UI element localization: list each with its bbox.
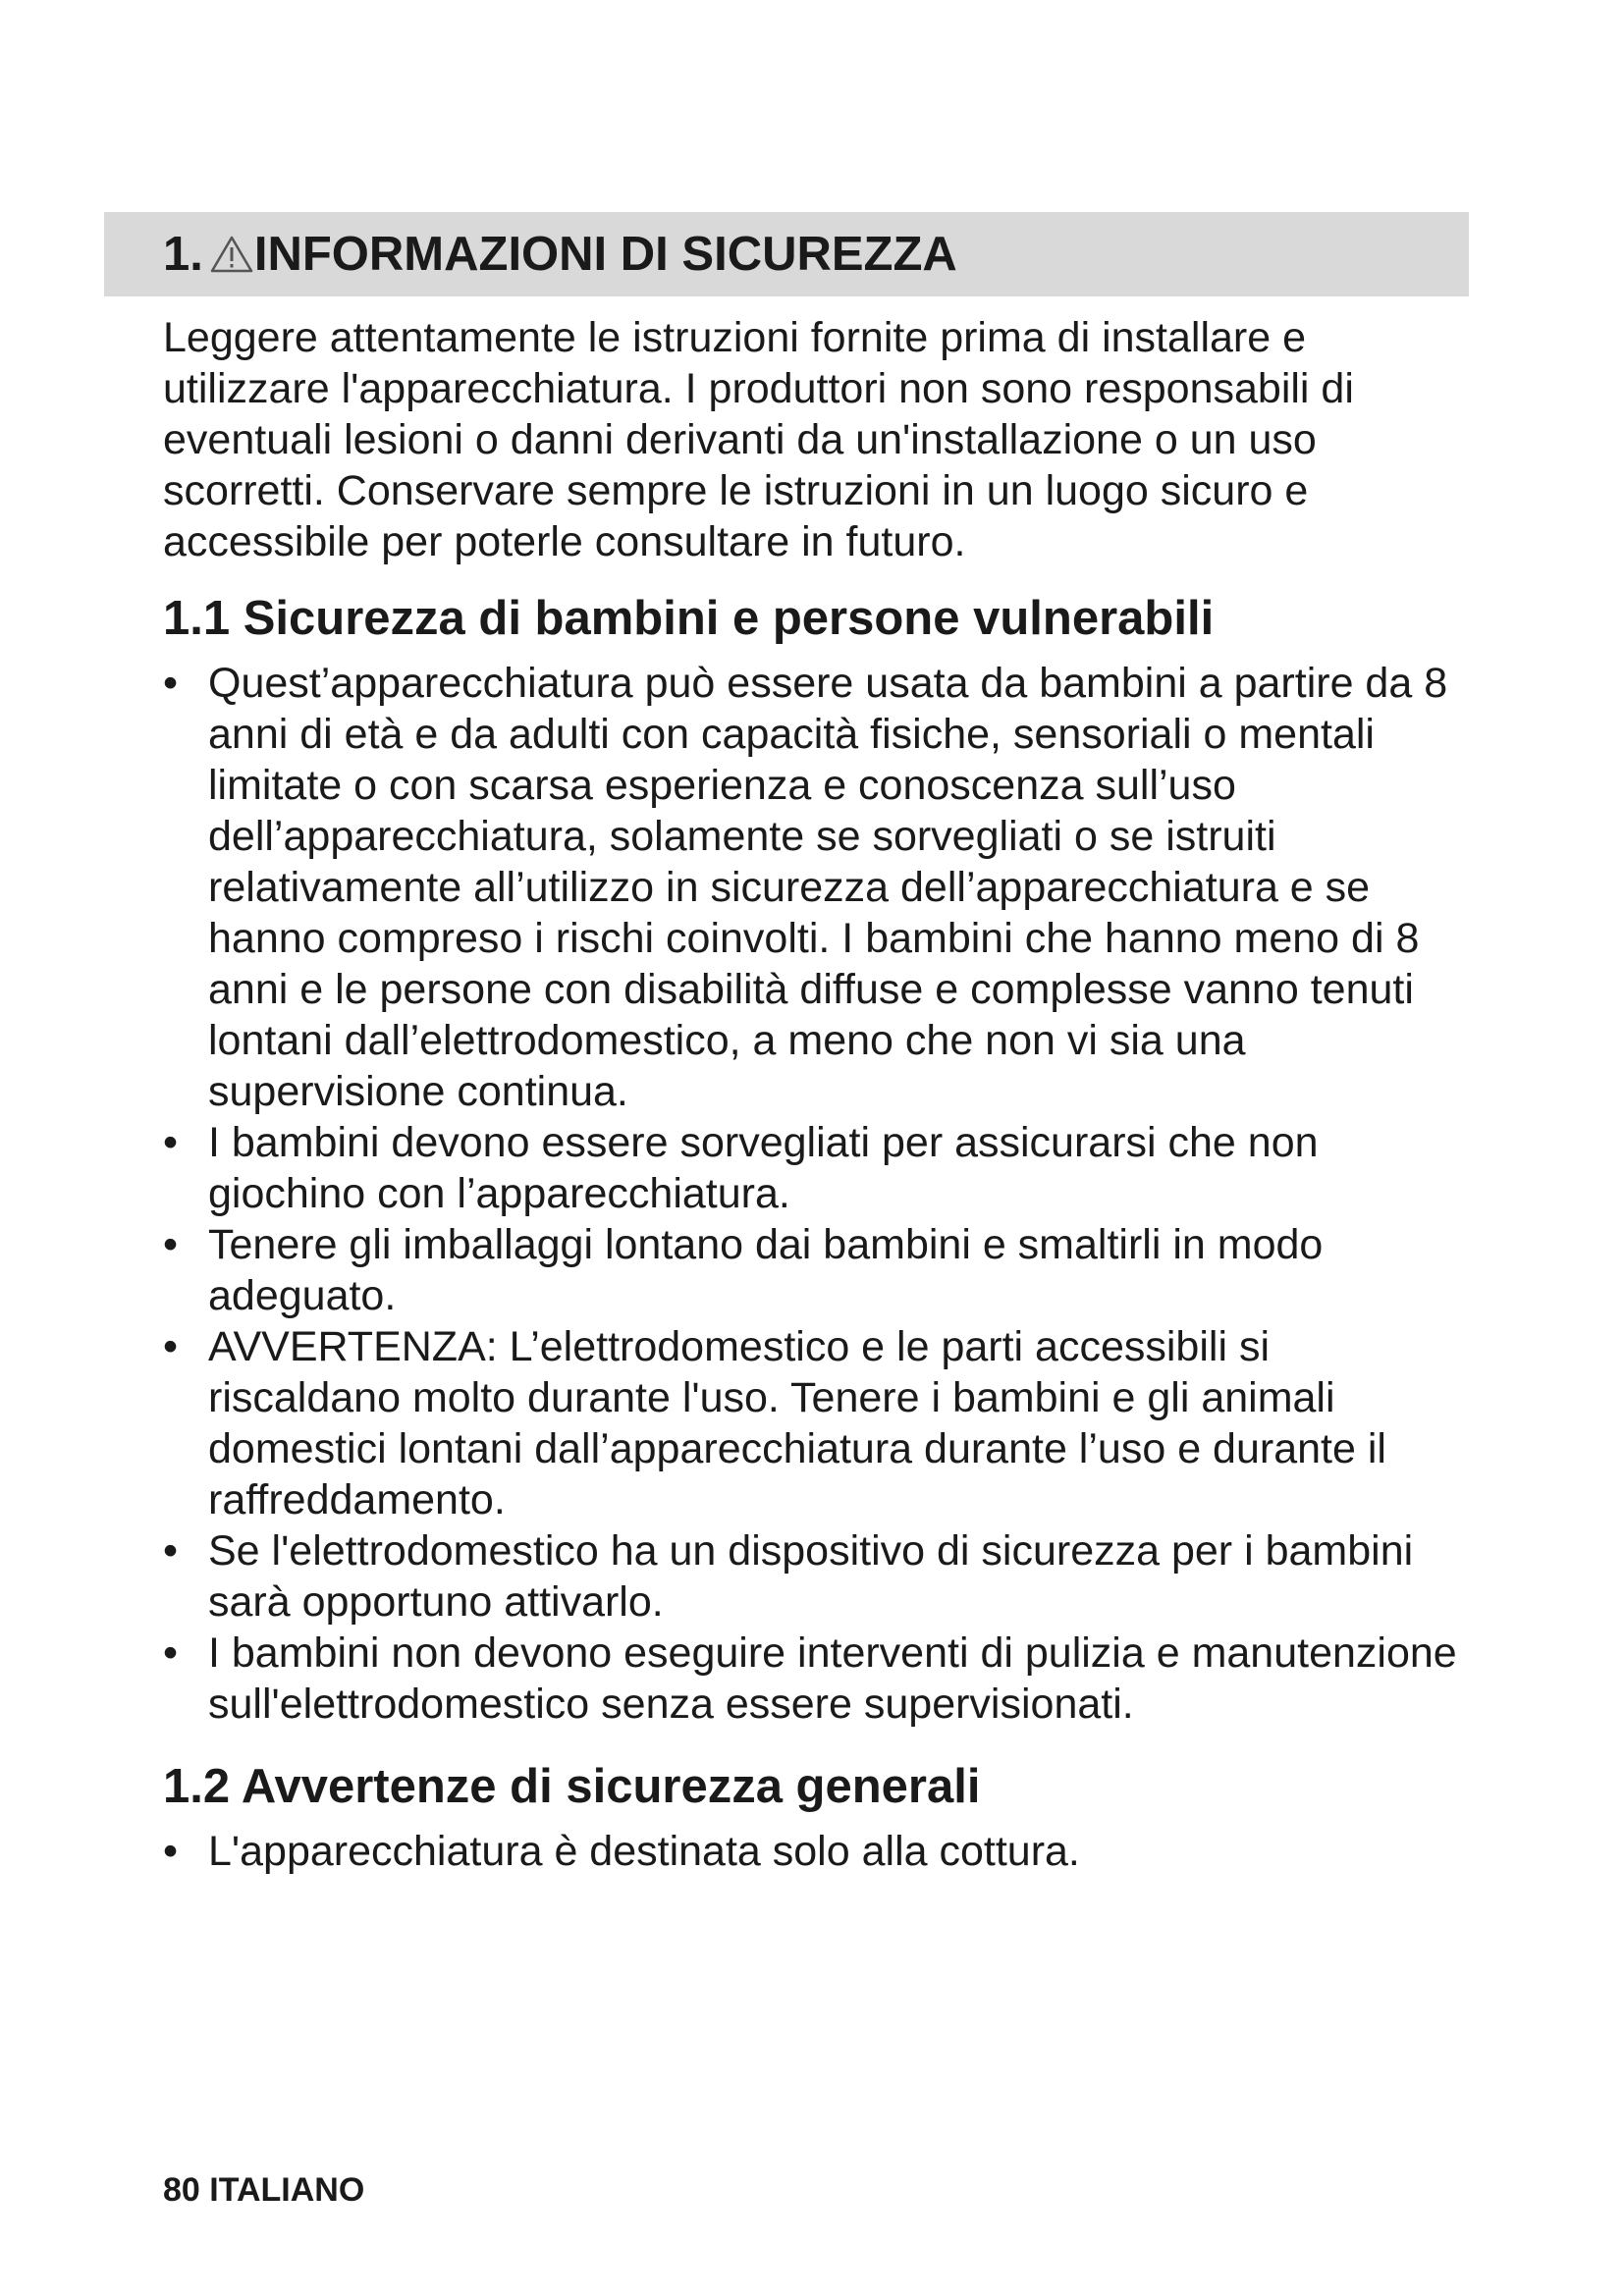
list-item-text: AVVERTENZA: L’elettrodomestico e le parti accessibili si riscaldano molto durante l'uso. Tenere i bambini e gli animali domestici lontani dall’apparecchiatura durante l’uso e durante il raffreddamento.: [208, 1323, 1386, 1523]
bullet-mark: •: [163, 1119, 179, 1166]
bullet-mark: •: [163, 1323, 179, 1370]
list-item: [163, 1525, 1469, 1628]
list-item: [163, 1117, 1469, 1219]
children-safety-list: [163, 658, 1469, 1730]
list-item-text: I bambini non devono eseguire interventi di pulizia e manutenzione sull'elettrodomestico senza essere supervisionati.: [208, 1629, 1457, 1728]
bullet-mark: •: [163, 1629, 179, 1677]
list-item-text: L'apparecchiatura è destinata solo alla cottura.: [208, 1828, 1080, 1875]
section-title: [163, 227, 957, 282]
list-item-text: Tenere gli imballaggi lontano dai bambini e smaltirli in modo adeguato.: [208, 1221, 1324, 1319]
warning-triangle-icon: [209, 235, 254, 274]
list-item: [163, 658, 1469, 1117]
footer-language: ITALIANO: [209, 2171, 365, 2209]
intro-paragraph: Leggere attentamente le istruzioni fornite prima di installare e utilizzare l'apparecchiatura. I produttori non sono responsabili di eventuali lesioni o danni derivanti da un'installazione o un uso scorretti. Conservare sempre le istruzioni in un luogo sicuro e accessibile per poterle consultare in futuro.: [163, 314, 1354, 565]
bullet-mark: •: [163, 1221, 179, 1268]
bullet-mark: •: [163, 1828, 179, 1875]
subsection-heading-general-safety: 1.2 Avvertenze di sicurezza generali: [163, 1760, 981, 1813]
bullet-mark: •: [163, 1527, 179, 1575]
general-safety-list: [163, 1826, 1469, 1877]
page-number: 80: [163, 2171, 200, 2209]
page-footer: [163, 2171, 364, 2210]
list-item: [163, 1219, 1469, 1321]
document-body: [163, 312, 1469, 1877]
list-item-text: I bambini devono essere sorvegliati per assicurarsi che non giochino con l’apparecchiatura.: [208, 1119, 1319, 1217]
list-item: [163, 1628, 1469, 1730]
list-item: [163, 1321, 1469, 1525]
list-item-text: Se l'elettrodomestico ha un dispositivo di sicurezza per i bambini sarà opportuno attivarlo.: [208, 1527, 1414, 1626]
section-number: 1.: [163, 228, 203, 281]
list-item-text: Quest’apparecchiatura può essere usata da bambini a partire da 8 anni di età e da adulti con capacità fisiche, sensoriali o mentali limitate o con scarsa esperienza e conoscenza sull’uso dell’apparecchiatura, solamente se sorvegliati o se istruiti relativamente all’utilizzo in sicurezza dell’apparecchiatura e se hanno compreso i rischi coinvolti. I bambini che hanno meno di 8 anni e le persone con disabilità diffuse e complesse vanno tenuti lontani dall’elettrodomestico, a meno che non vi sia una supervisione continua.: [208, 660, 1448, 1115]
subsection-heading-children-safety: 1.1 Sicurezza di bambini e persone vulnerabili: [163, 592, 1215, 645]
bullet-mark: •: [163, 660, 179, 707]
section-title-text: INFORMAZIONI DI SICUREZZA: [253, 228, 957, 281]
list-item: [163, 1826, 1469, 1877]
section-header: [104, 212, 1469, 296]
